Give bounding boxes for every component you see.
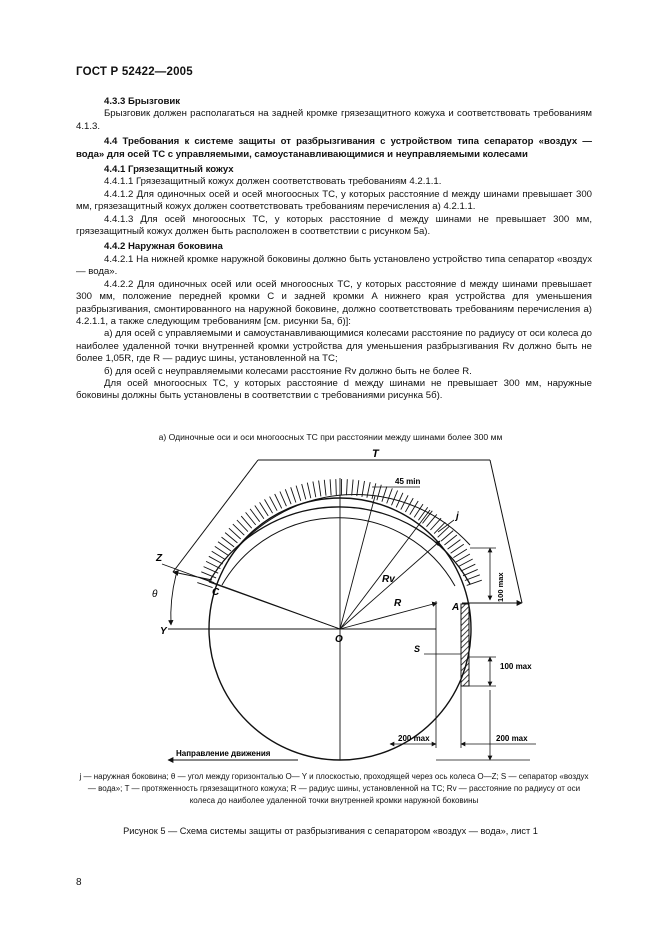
- comb-tick: [347, 479, 348, 495]
- comb-tick: [336, 479, 337, 495]
- comb-tick: [285, 489, 291, 504]
- comb-tick: [313, 482, 316, 498]
- comb-tick: [275, 494, 282, 508]
- label-T: T: [372, 448, 379, 460]
- paragraph: 4.4.1.3 Для осей многоосных ТС, у которых расстояние d между шинами не превышает 300 мм, грязезащитный кожух должен быть расположен в соответствии с рисунком 5а).: [76, 213, 592, 238]
- paragraph: б) для осей с неуправляемыми колесами расстояние Rv должно быть не более R.: [104, 365, 472, 377]
- paragraph: 4.4.2.1 На нижней кромке наружной боковины должно быть установлено устройство типа сепаратор «воздух — вода».: [76, 253, 592, 278]
- label-O: O: [335, 634, 343, 645]
- comb-tick: [330, 479, 331, 495]
- comb-tick: [209, 556, 223, 564]
- label-Rv: Rv: [382, 574, 395, 585]
- label-Y: Y: [160, 626, 167, 637]
- ext-line-left: [173, 572, 212, 580]
- comb-tick: [296, 486, 301, 501]
- label-direction: Направление движения: [176, 749, 271, 758]
- comb-tick: [307, 483, 311, 499]
- document-header: ГОСТ Р 52422—2005: [76, 66, 193, 78]
- paragraph: а) для осей с управляемыми и самоустанавливающимися колесами расстояние по радиусу от оси колеса до наиболее удаленной точки внутренней кромки устройства для уменьшения разбрызгивания Rv должно быть не более 1,05R, где R — радиус шины, установленной на ТС;: [76, 328, 592, 365]
- comb-tick: [463, 569, 478, 575]
- paragraph: 4.4 Требования к системе защиты от разбрызгивания с устройством типа сепаратор «воздух — вода» для осей ТС с управляемыми, самоустанавливающимися и неуправляемыми колесами: [76, 136, 592, 160]
- comb-tick: [280, 492, 287, 507]
- comb-tick: [357, 480, 359, 496]
- figure-legend: j — наружная боковина; θ — угол между горизонталью O— Y и плоскостью, проходящей через ось колеса O—Z; S — сепаратор «воздух — вода»; T — протяженность грязезащитного кожуха; R — радиус шины, установленной на ТС; Rv — расстояние по радиусу от оси колеса до наиболее удаленной точки внутренней кромки наружной боковины: [79, 772, 589, 805]
- paragraph: 4.4.2 Наружная боковина: [104, 241, 223, 253]
- separator-S-block: [461, 604, 469, 686]
- edge-C-line: [209, 582, 340, 629]
- theta-arc: [171, 575, 176, 625]
- label-S: S: [414, 644, 421, 654]
- paragraph: Брызговик должен располагаться на задней кромке грязезащитного кожуха и соответствовать требованиям 4.1.3.: [76, 108, 592, 132]
- comb-tick: [392, 491, 398, 506]
- comb-tick: [291, 487, 296, 502]
- label-Z: Z: [156, 553, 163, 564]
- label-C: C: [212, 587, 220, 598]
- comb-tick: [265, 499, 273, 513]
- comb-tick: [461, 564, 476, 571]
- paragraph: 4.4.1.1 Грязезащитный кожух должен соответствовать требованиям 4.2.1.1.: [104, 176, 442, 188]
- comb-tick: [387, 488, 393, 503]
- comb-tick: [197, 583, 212, 588]
- comb-tick: [465, 575, 480, 581]
- label-200max-right: 200 max: [496, 734, 528, 743]
- ray-45a: [340, 496, 375, 629]
- label-100max-lower: 100 max: [500, 662, 532, 671]
- label-45min: 45 min: [395, 477, 421, 486]
- comb-tick: [270, 497, 278, 511]
- leader-right: [490, 460, 522, 603]
- paragraph: 4.4.1 Грязезащитный кожух: [104, 164, 234, 176]
- comb-tick: [324, 480, 326, 496]
- comb-tick: [456, 554, 470, 562]
- mudguard-outer-arc: [209, 507, 470, 584]
- ray-45b: [340, 510, 430, 629]
- label-theta: θ: [152, 589, 158, 600]
- page-number: 8: [76, 877, 82, 888]
- label-200max-left: 200 max: [398, 734, 430, 743]
- label-A: A: [452, 602, 460, 613]
- paragraph: 4.3.3 Брызговик: [104, 96, 181, 107]
- label-j: j: [456, 511, 459, 522]
- comb-tick: [459, 559, 473, 567]
- comb-tick: [382, 487, 387, 502]
- label-R: R: [394, 598, 402, 609]
- paragraph: Для осей многоосных ТС, у которых расстояние d между шинами не превышает 300 мм, наружные боковины должны быть установлены в соответствии с требованиями рисунка 5б).: [76, 377, 592, 402]
- comb-tick: [206, 561, 220, 568]
- comb-tick: [302, 484, 306, 499]
- figure-title: а) Одиночные оси и оси многоосных ТС при расстоянии между шинами более 300 мм: [158, 432, 503, 442]
- figure-caption: Рисунок 5 — Схема системы защиты от разбрызгивания с сепаратором «воздух — вода», лист 1: [123, 826, 538, 836]
- label-100max-upper: 100 max: [496, 572, 505, 602]
- paragraph: 4.4.2.2 Для одиночных осей или осей многоосных ТС, у которых расстояние d между шинами превышает 300 мм, положение передней кромки C и задней кромки A нижнего края устройства для уменьшения разбрызгивания, смонтированного на наружной боковине, должно соответствовать требованиям перечисления а) 4.2.1.1, а также следующим требованиям [см. рисунки 5а, б)]:: [76, 278, 592, 327]
- leader-j: [438, 520, 454, 532]
- comb-tick: [352, 480, 353, 496]
- paragraph: 4.4.1.2 Для одиночных осей и осей многоосных ТС, у которых расстояние d между шинами превышает 300 мм, грязезащитный кожух должен соответствовать требованиям перечисления а) 4.2.1.1.: [76, 188, 592, 213]
- comb-tick: [319, 481, 321, 497]
